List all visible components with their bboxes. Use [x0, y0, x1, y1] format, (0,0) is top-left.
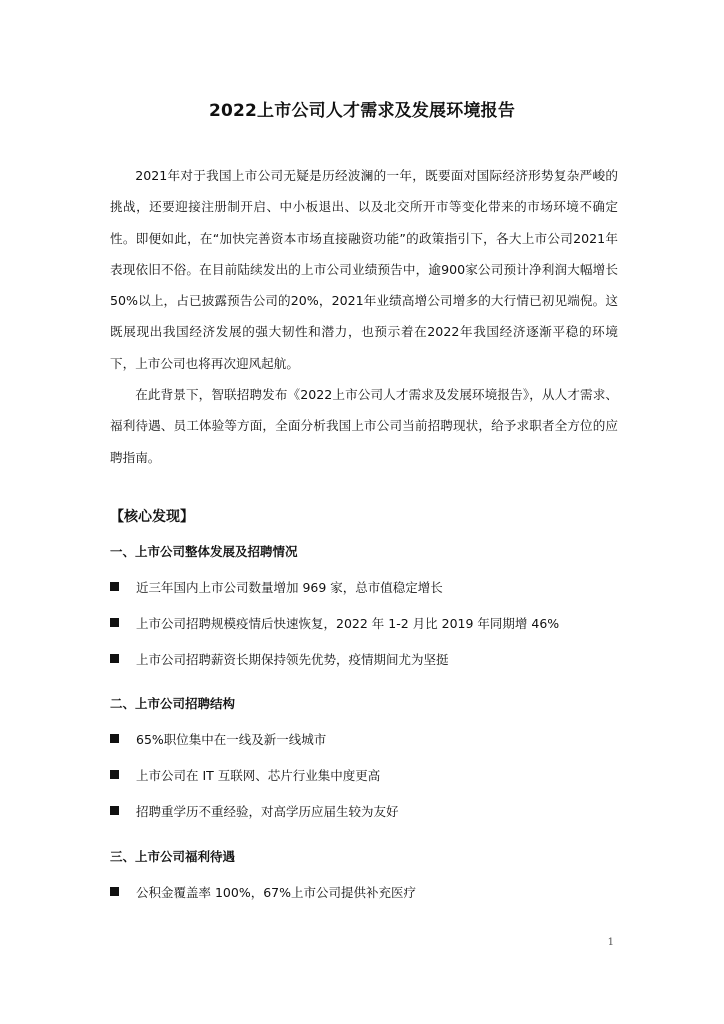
- bullet-text: 公积金覆盖率 100%，67%上市公司提供补充医疗: [136, 885, 416, 900]
- bullet-item: [110, 633, 630, 669]
- findings-section-structure: [110, 695, 630, 821]
- section-heading: 三、上市公司福利待遇: [110, 849, 236, 864]
- square-bullet-icon: [110, 770, 119, 779]
- bullet-text: 上市公司招聘规模疫情后快速恢复，2022 年 1-2 月比 2019 年同期增 46%: [136, 616, 560, 631]
- bullet-item: [110, 713, 630, 749]
- bullet-text: 上市公司在 IT 互联网、芯片行业集中度更高: [136, 768, 381, 783]
- bullet-item: [110, 749, 630, 785]
- bullet-item: [110, 866, 630, 902]
- section-heading: 二、上市公司招聘结构: [110, 696, 236, 711]
- intro-paragraph: 在此背景下，智联招聘发布《2022上市公司人才需求及发展环境报告》，从人才需求、福利待遇、员工体验等方面，全面分析我国上市公司当前招聘现状，给予求职者全方位的应聘指南。: [110, 387, 618, 465]
- square-bullet-icon: [110, 582, 119, 591]
- page-number: 1: [607, 937, 614, 948]
- findings-section-benefits: [110, 848, 630, 902]
- bullet-item: [110, 561, 630, 597]
- bullet-text: 65%职位集中在一线及新一线城市: [136, 732, 327, 747]
- square-bullet-icon: [110, 887, 119, 896]
- bullet-text: 近三年国内上市公司数量增加 969 家，总市值稳定增长: [136, 580, 443, 595]
- bullet-text: 招聘重学历不重经验，对高学历应届生较为友好: [136, 804, 399, 819]
- intro-section: [110, 160, 618, 473]
- square-bullet-icon: [110, 654, 119, 663]
- bullet-item: [110, 597, 630, 633]
- core-findings-title: 【核心发现】: [110, 509, 194, 525]
- bullet-list: [110, 713, 630, 821]
- bullet-item: [110, 785, 630, 821]
- bullet-list: [110, 561, 630, 669]
- square-bullet-icon: [110, 734, 119, 743]
- bullet-list: [110, 866, 630, 902]
- section-heading: 一、上市公司整体发展及招聘情况: [110, 544, 298, 559]
- square-bullet-icon: [110, 806, 119, 815]
- findings-section-overall: [110, 543, 630, 669]
- square-bullet-icon: [110, 618, 119, 627]
- intro-paragraph: 2021年对于我国上市公司无疑是历经波澜的一年，既要面对国际经济形势复杂严峻的挑战，还要迎接注册制开启、中小板退出、以及北交所开市等变化带来的市场环境不确定性。即便如此，在“加快完善资本市场直接融资功能”的政策指引下，各大上市公司2021年表现依旧不俗。在目前陆续发出的上市公司业绩预告中，逾900家公司预计净利润大幅增长50%以上，占已披露预告公司的20%，2021年业绩高增公司增多的大行情已初见端倪。这既展现出我国经济发展的强大韧性和潜力，也预示着在2022年我国经济逐渐平稳的环境下，上市公司也将再次迎风起航。: [110, 168, 618, 371]
- bullet-text: 上市公司招聘薪资长期保持领先优势，疫情期间尤为坚挺: [136, 652, 449, 667]
- document-title: 2022上市公司人才需求及发展环境报告: [208, 101, 516, 121]
